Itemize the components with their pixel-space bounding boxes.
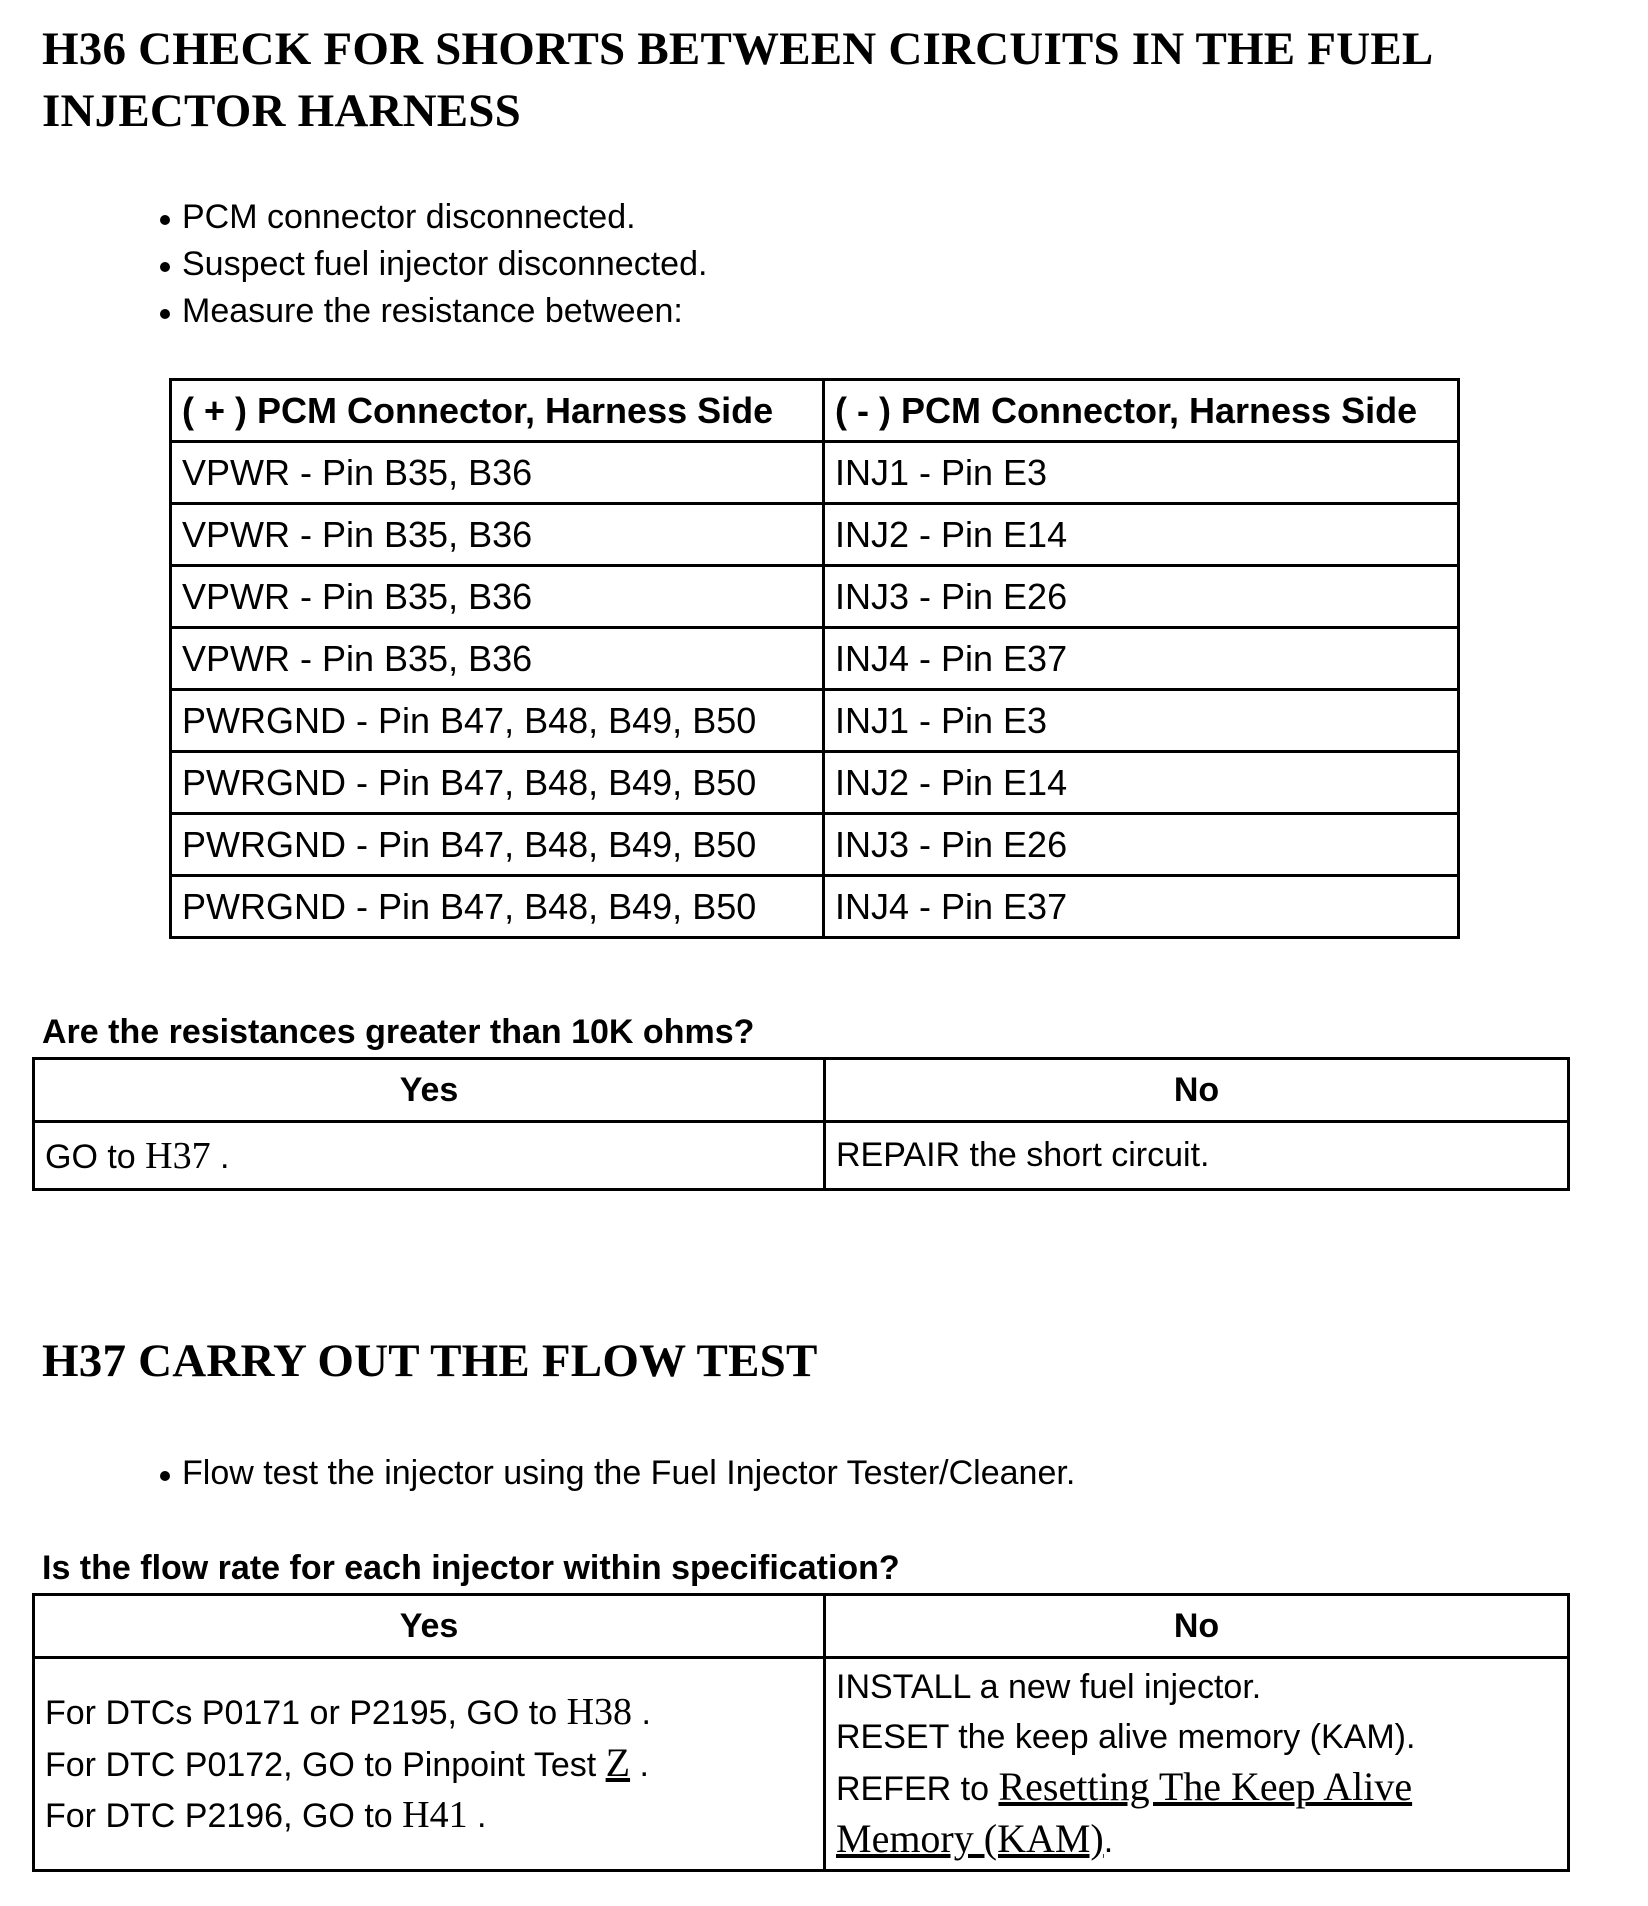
table-cell: INJ3 - Pin E26: [824, 814, 1459, 876]
negative-column-header: ( - ) PCM Connector, Harness Side: [824, 380, 1459, 442]
h37-question: Is the flow rate for each injector within specification?: [42, 1549, 900, 1587]
table-row: [171, 566, 1459, 628]
table-cell: INJ4 - Pin E37: [824, 628, 1459, 690]
table-row: [171, 814, 1459, 876]
table-row: [171, 690, 1459, 752]
no-line: RESET the keep alive memory (KAM).: [836, 1718, 1416, 1756]
no-line: INSTALL a new fuel injector.: [836, 1668, 1262, 1706]
h37-yes-no-table: [32, 1593, 1570, 1872]
table-cell: INJ2 - Pin E14: [824, 504, 1459, 566]
table-cell: PWRGND - Pin B47, B48, B49, B50: [171, 876, 824, 938]
bullet-item: Suspect fuel injector disconnected.: [156, 241, 707, 288]
yes-line: [45, 1687, 813, 1738]
step-link-h41[interactable]: H41: [402, 1794, 468, 1836]
table-cell: PWRGND - Pin B47, B48, B49, B50: [171, 752, 824, 814]
yes-line-suffix: .: [632, 1694, 651, 1732]
yes-header: Yes: [34, 1059, 825, 1122]
kam-reset-link[interactable]: Resetting The Keep Alive Memory (KAM): [836, 1764, 1413, 1861]
yes-line: [45, 1738, 813, 1790]
table-cell: INJ4 - Pin E37: [824, 876, 1459, 938]
table-row: [171, 752, 1459, 814]
table-cell: INJ2 - Pin E14: [824, 752, 1459, 814]
h36-title: H36 CHECK FOR SHORTS BETWEEN CIRCUITS IN THE FUEL INJECTOR HARNESS: [42, 23, 1431, 137]
table-cell: VPWR - Pin B35, B36: [171, 628, 824, 690]
yes-action-suffix: .: [210, 1137, 230, 1176]
table-cell: VPWR - Pin B35, B36: [171, 566, 824, 628]
positive-column-header: ( + ) PCM Connector, Harness Side: [171, 380, 824, 442]
table-header-row: [34, 1595, 1569, 1658]
h37-title: H37 CARRY OUT THE FLOW TEST: [42, 1335, 818, 1387]
step-link-h38[interactable]: H38: [566, 1691, 633, 1733]
yes-line-suffix: .: [630, 1746, 649, 1784]
table-cell: PWRGND - Pin B47, B48, B49, B50: [171, 690, 824, 752]
refer-suffix: .: [1103, 1822, 1114, 1860]
bullet-item: Measure the resistance between:: [156, 288, 707, 335]
table-row: [171, 504, 1459, 566]
h36-question: Are the resistances greater than 10K ohms?: [42, 1013, 755, 1051]
table-row: [34, 1122, 1569, 1190]
yes-line-suffix: .: [467, 1797, 487, 1835]
table-header-row: [34, 1059, 1569, 1122]
table-row: [34, 1658, 1569, 1871]
yes-action: [34, 1122, 825, 1190]
h36-bullet-list: [156, 194, 707, 335]
h36-yes-no-table: [32, 1057, 1570, 1191]
yes-line-text: For DTCs P0171 or P2195, GO to: [45, 1694, 567, 1732]
table-row: [171, 876, 1459, 938]
yes-action: [34, 1658, 825, 1871]
table-cell: INJ3 - Pin E26: [824, 566, 1459, 628]
no-line: [836, 1762, 1557, 1866]
yes-header: Yes: [34, 1595, 825, 1658]
table-row: [171, 442, 1459, 504]
no-header: No: [825, 1059, 1569, 1122]
bullet-item: PCM connector disconnected.: [156, 194, 707, 241]
step-link-h37[interactable]: H37: [145, 1134, 211, 1177]
yes-action-text: GO to: [45, 1137, 146, 1176]
no-header: No: [825, 1595, 1569, 1658]
table-cell: VPWR - Pin B35, B36: [171, 442, 824, 504]
pinpoint-test-link-z[interactable]: Z: [605, 1740, 631, 1785]
table-cell: VPWR - Pin B35, B36: [171, 504, 824, 566]
no-action: [825, 1658, 1569, 1871]
table-row: [171, 628, 1459, 690]
yes-line-text: For DTC P2196, GO to: [45, 1797, 403, 1835]
table-cell: INJ1 - Pin E3: [824, 690, 1459, 752]
table-cell: INJ1 - Pin E3: [824, 442, 1459, 504]
table-cell: PWRGND - Pin B47, B48, B49, B50: [171, 814, 824, 876]
bullet-item: Flow test the injector using the Fuel Injector Tester/Cleaner.: [156, 1450, 1075, 1497]
resistance-pin-table: [169, 378, 1460, 939]
table-header-row: [171, 380, 1459, 442]
refer-text: REFER to: [836, 1770, 999, 1808]
yes-line-text: For DTC P0172, GO to Pinpoint Test: [45, 1746, 606, 1784]
no-action: REPAIR the short circuit.: [825, 1122, 1569, 1190]
h37-bullet-list: [156, 1450, 1075, 1497]
yes-line: [45, 1790, 813, 1841]
